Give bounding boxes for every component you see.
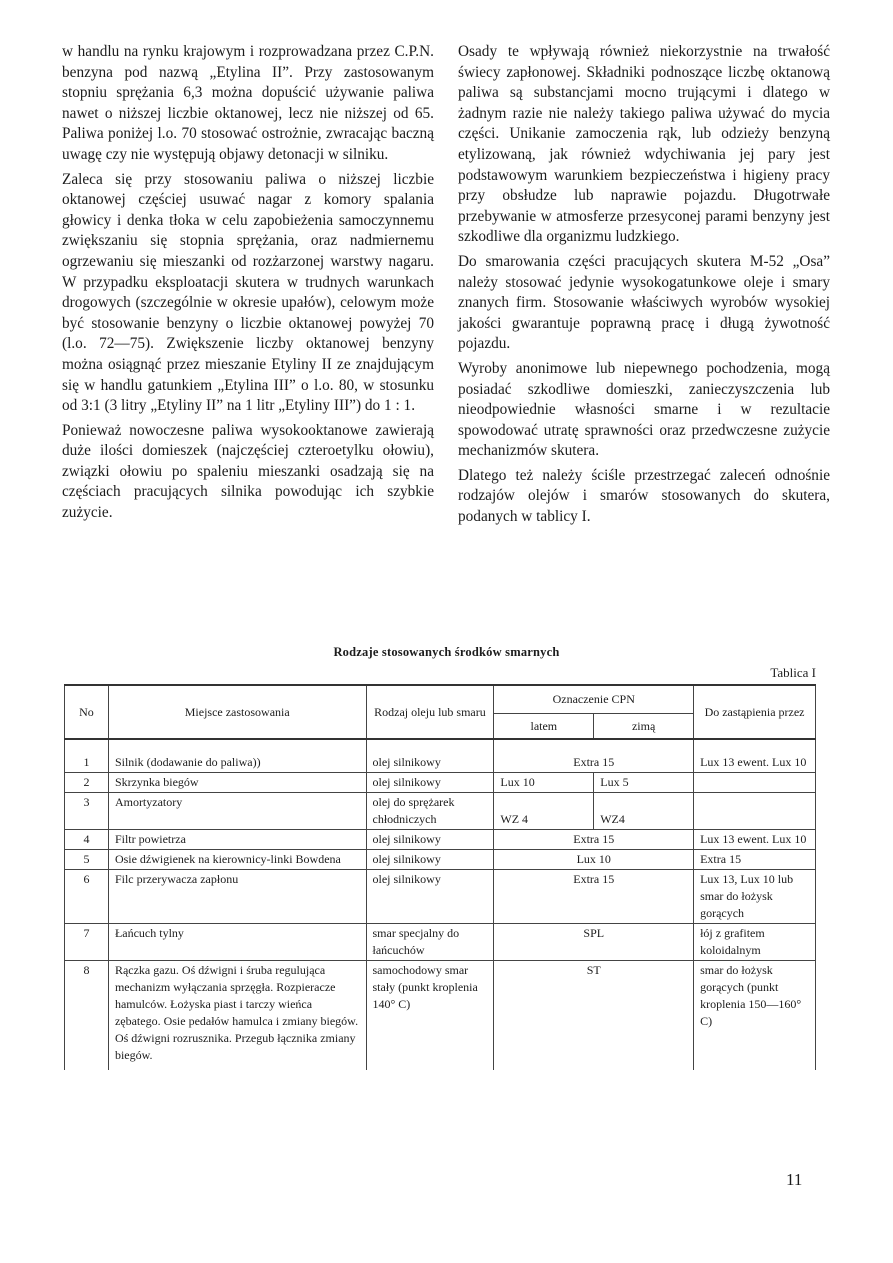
- lubricants-table: [64, 684, 816, 1070]
- table-label: Tablica I: [770, 665, 816, 680]
- table-row: [65, 830, 816, 850]
- row-number: 4: [65, 830, 109, 850]
- row-replace: Lux 13 ewent. Lux 10: [694, 739, 816, 773]
- row-place: Silnik (dodawanie do paliwa)): [108, 739, 366, 773]
- table-row: [65, 924, 816, 961]
- row-cpn: Extra 15: [494, 739, 694, 773]
- row-replace: smar do łożysk gorących (punkt kroplenia 150—160° C): [694, 961, 816, 1071]
- row-type: olej silnikowy: [366, 739, 494, 773]
- paragraph: Zaleca się przy stosowaniu paliwa o niższej liczbie oktanowej częściej usuwać nagar z komory spalania głowicy i denka tłoka w celu zapobieżenia samoczynnemu zwiększaniu się stopnia sprężania, oraz nadmiernemu ogrzewaniu się mieszanki od rozżarzonej warstwy nagaru. W przypadku eksploatacji skutera w trudnych warunkach drogowych (szczególnie w okresie upałów), celowym może być stosowanie benzyny o liczbie oktanowej powyżej 70 (l.o. 72—75). Zwiększenie liczby oktanowej benzyny można osiągnąć przez mieszanie Etyliny II ze znajdującym się w handlu gatunkiem „Etylina III” o l.o. 80, w stosunku od 3:1 (3 litry „Etyliny II” na 1 litr „Etyliny III”) do 1 : 1.: [62, 170, 434, 415]
- row-replace: łój z grafitem koloidalnym: [694, 924, 816, 961]
- row-cpn-summer: Lux 10: [494, 773, 594, 793]
- row-cpn: Lux 10: [494, 850, 694, 870]
- row-cpn: Extra 15: [494, 830, 694, 850]
- row-replace: [694, 793, 816, 830]
- row-type: olej silnikowy: [366, 773, 494, 793]
- paragraph: Do smarowania części pracujących skutera M-52 „Osa” należy stosować jedynie wysokogatunkowe oleje i smary znanych firm. Stosowanie właściwych wyrobów wysokiej jakości gwarantuje poprawną pracę i długą żywotność pojazdu.: [458, 252, 830, 353]
- left-text-column: [62, 42, 434, 528]
- row-replace: Lux 13, Lux 10 lub smar do łożysk gorących: [694, 870, 816, 924]
- header-winter: zimą: [594, 714, 694, 740]
- row-place: Filc przerywacza zapłonu: [108, 870, 366, 924]
- table-row: [65, 961, 816, 1071]
- row-number: 5: [65, 850, 109, 870]
- row-place: Amortyzatory: [108, 793, 366, 830]
- row-cpn-winter: WZ4: [594, 793, 694, 830]
- row-cpn: Extra 15: [494, 870, 694, 924]
- row-place: Skrzynka biegów: [108, 773, 366, 793]
- row-cpn: ST: [494, 961, 694, 1071]
- table-row: [65, 739, 816, 773]
- row-number: 3: [65, 793, 109, 830]
- header-summer: latem: [494, 714, 594, 740]
- header-place: Miejsce zastosowania: [108, 685, 366, 739]
- header-type: Rodzaj oleju lub smaru: [366, 685, 494, 739]
- row-number: 8: [65, 961, 109, 1071]
- row-number: 6: [65, 870, 109, 924]
- row-type: olej do sprężarek chłodniczych: [366, 793, 494, 830]
- table-header-row: [65, 685, 816, 714]
- header-replace: Do zastąpienia przez: [694, 685, 816, 739]
- paragraph: Ponieważ nowoczesne paliwa wysokooktanowe zawierają duże ilości domieszek (najczęściej czteroetylku ołowiu), związki ołowiu po spaleniu mieszanki osadzają się na częściach pracujących silnika powodując ich szybkie zużycie.: [62, 421, 434, 522]
- row-place: Łańcuch tylny: [108, 924, 366, 961]
- paragraph: Osady te wpływają również niekorzystnie na trwałość świecy zapłonowej. Składniki podnoszące liczbę oktanową paliwa są substancjami mocno trującymi i dlatego w żadnym razie nie należy takiego paliwa używać do mycia części. Unikanie zamoczenia rąk, lub odzieży benzyną etylizowaną, jak również wdychiwania jej pary jest podstawowym warunkiem bezpieczeństwa i higieny pracy przy obsłudze lub naprawie pojazdu. Długotrwałe przebywanie w atmosferze przesyconej parami benzyny jest szkodliwe dla organizmu ludzkiego.: [458, 43, 830, 246]
- row-place: Filtr powietrza: [108, 830, 366, 850]
- paragraph: Dlatego też należy ściśle przestrzegać zaleceń odnośnie rodzajów olejów i smarów stosowanych do skutera, podanych w tablicy I.: [458, 466, 830, 526]
- table-row: [65, 773, 816, 793]
- row-cpn-summer: WZ 4: [494, 793, 594, 830]
- row-replace: [694, 773, 816, 793]
- page-number: 11: [786, 1170, 803, 1189]
- row-type: olej silnikowy: [366, 850, 494, 870]
- paragraph: w handlu na rynku krajowym i rozprowadzana przez C.P.N. benzyna pod nazwą „Etylina II”. Przy zastosowanym stopniu sprężania 6,3 można dopuścić używanie paliwa nawet o niższej liczbie oktanowej, lecz nie niższej od 65. Paliwa poniżej l.o. 70 stosować ostrożnie, zwracając baczną uwagę czy nie występują objawy detonacji w silniku.: [62, 43, 434, 163]
- row-replace: Lux 13 ewent. Lux 10: [694, 830, 816, 850]
- table-row: [65, 870, 816, 924]
- row-cpn-winter: Lux 5: [594, 773, 694, 793]
- row-type: samochodowy smar stały (punkt kroplenia 140° C): [366, 961, 494, 1071]
- paragraph: Wyroby anonimowe lub niepewnego pochodzenia, mogą posiadać szkodliwe domieszki, zanieczyszczenia lub nieodpowiednie własności smarne i w rezultacie spowodować utratę sprawności oraz przedwczesne zużycie mechanizmów skutera.: [458, 359, 830, 460]
- table-row: [65, 850, 816, 870]
- row-type: olej silnikowy: [366, 870, 494, 924]
- header-cpn: Oznaczenie CPN: [494, 685, 694, 714]
- row-place: Rączka gazu. Oś dźwigni i śruba regulująca mechanizm wyłączania sprzęgła. Rozpieracze hamulców. Łożyska piast i tarczy wieńca zębatego. Osie pedałów hamulca i zmiany biegów. Oś dźwigni rozrusznika. Przegub łącznika zmiany biegów.: [108, 961, 366, 1071]
- row-type: olej silnikowy: [366, 830, 494, 850]
- row-number: 7: [65, 924, 109, 961]
- table-caption: Rodzaje stosowanych środków smarnych: [333, 645, 560, 659]
- table-row: [65, 793, 816, 830]
- row-number: 2: [65, 773, 109, 793]
- row-type: smar specjalny do łańcuchów: [366, 924, 494, 961]
- row-cpn: SPL: [494, 924, 694, 961]
- header-no: No: [65, 685, 109, 739]
- row-number: 1: [65, 739, 109, 773]
- right-text-column: [458, 42, 830, 532]
- row-replace: Extra 15: [694, 850, 816, 870]
- row-place: Osie dźwigienek na kierownicy-linki Bowdena: [108, 850, 366, 870]
